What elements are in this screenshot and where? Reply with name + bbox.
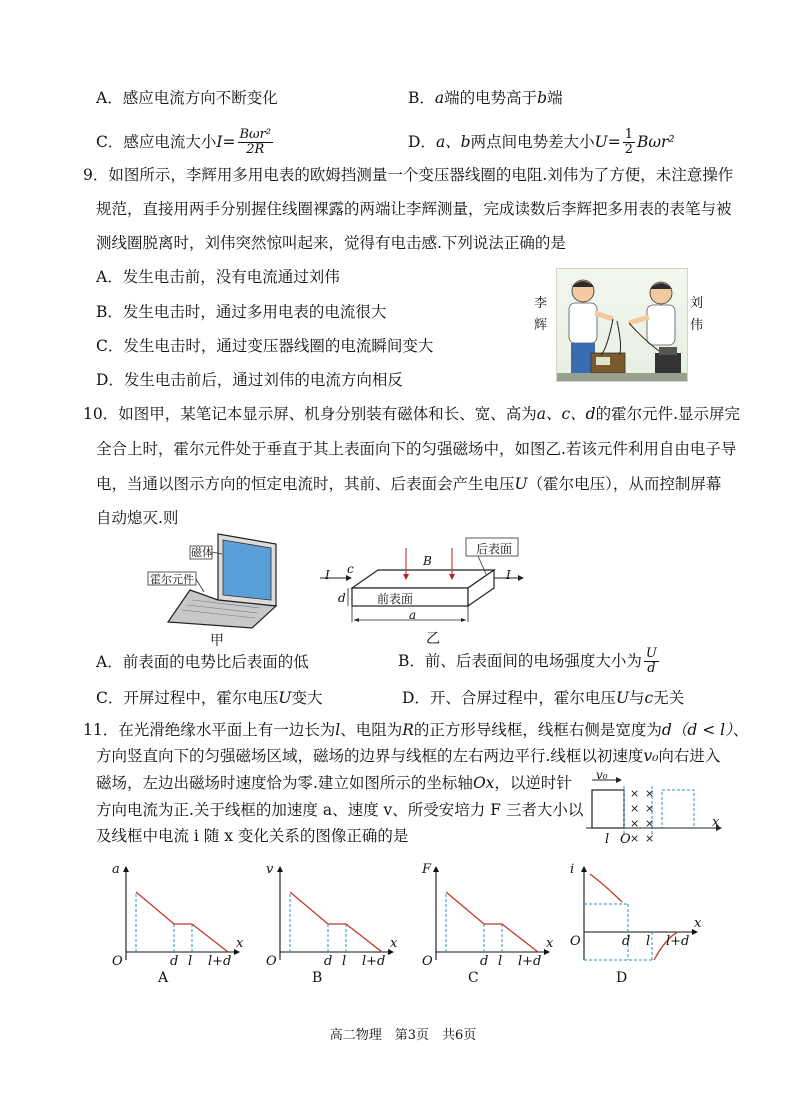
q11-l1-b: 、电阻为 bbox=[340, 721, 403, 739]
q8-c-var-i: I bbox=[216, 133, 223, 151]
q10-d-var-u: U bbox=[615, 689, 630, 707]
q8-d-eq: = bbox=[607, 133, 621, 151]
q11-field-col-2 bbox=[645, 786, 654, 846]
q11-cross: × bbox=[630, 787, 640, 800]
graph-caption: A bbox=[158, 970, 169, 986]
q10-line3-var-u: U bbox=[514, 475, 528, 493]
q9-option-a: A．发生电击前，没有电流通过刘伟 bbox=[96, 268, 340, 286]
q8-b-prefix: B． bbox=[408, 89, 435, 107]
graph-xlabel: x bbox=[236, 936, 244, 951]
q10-b-fraction bbox=[644, 647, 659, 676]
graph-tick-l-plus-d: l+d bbox=[666, 934, 690, 949]
q8-c-eq: = bbox=[222, 133, 236, 151]
q10-d-text: D．开、合屏过程中，霍尔电压 bbox=[402, 689, 616, 707]
q10-c-text: C．开屏过程中，霍尔电压 bbox=[96, 689, 279, 707]
q8-d-tail: Bωr² bbox=[636, 133, 675, 151]
graph-d-plot bbox=[566, 864, 716, 964]
q9-stem-line-2: 规范，直接用两手分别握住线圈裸露的两端让李辉测量，完成读数后李辉把多用表的表笔与被 bbox=[96, 200, 732, 218]
page-footer: 高二物理 第3页 共6页 bbox=[329, 1028, 477, 1043]
q11-l1-c: 的正方形导线框，线框右侧是宽度为 bbox=[413, 721, 662, 739]
graph-curve bbox=[290, 892, 382, 952]
graph-tick-l: l bbox=[188, 954, 193, 969]
graph-ylabel: v bbox=[266, 862, 274, 877]
q10-label-front: 前表面 bbox=[377, 592, 414, 606]
q8-d-prefix: D． bbox=[408, 133, 436, 151]
q9-option-c: C．发生电击时，通过变压器线圈的电流瞬间变大 bbox=[96, 337, 434, 355]
q9-stem-line-1: 9．如图所示，李辉用多用电表的欧姆挡测量一个变压器线圈的电阻.刘伟为了方便，未注意操作 bbox=[83, 166, 734, 184]
graph-caption: D bbox=[616, 970, 628, 986]
q9-label-wei: 伟 bbox=[690, 318, 704, 333]
q10-line1-text: 10．如图甲，某笔记本显示屏、机身分别装有磁体和长、宽、高为 bbox=[83, 405, 537, 423]
q11-cross: × bbox=[645, 832, 655, 845]
graph-d bbox=[566, 864, 716, 992]
q8-b-end: 端 bbox=[547, 89, 563, 107]
q10-label-b: B bbox=[423, 554, 432, 568]
q10-stem-line-4: 自动熄灭.则 bbox=[96, 509, 179, 527]
graph-caption: B bbox=[312, 970, 323, 986]
graph-xlabel: x bbox=[390, 936, 398, 951]
q8-d-var-u: U bbox=[594, 133, 608, 151]
q10-magnet-label: 磁体 bbox=[191, 546, 213, 559]
q10-line1-vars: a、c、d bbox=[536, 405, 596, 423]
q11-cross: × bbox=[630, 817, 640, 830]
q8-d-den: 2 bbox=[624, 141, 633, 157]
q8-c-den: 2R bbox=[246, 141, 265, 157]
q10-option-c bbox=[96, 688, 322, 708]
q10-label-d: d bbox=[338, 591, 346, 605]
q11-stem-line-5: 及线框中电流 i 随 x 变化关系的图像正确的是 bbox=[96, 827, 409, 845]
q11-cross: × bbox=[645, 802, 655, 815]
q9-label-li: 李 bbox=[534, 296, 548, 311]
graph-origin: O bbox=[112, 954, 123, 969]
q10-stem-line-1 bbox=[83, 404, 740, 424]
graph-c bbox=[418, 864, 568, 992]
q11-stem-line-1 bbox=[83, 720, 748, 740]
y-axis-arrow bbox=[123, 866, 129, 872]
graph-curve bbox=[446, 892, 538, 952]
graph-ylabel: i bbox=[570, 862, 575, 877]
q8-b-var-a: a bbox=[434, 89, 445, 107]
q11-l3-end: ，以逆时针 bbox=[494, 774, 572, 792]
q11-cross: × bbox=[630, 802, 640, 815]
q9-label-liu: 刘 bbox=[690, 296, 704, 311]
q8-option-b bbox=[408, 88, 563, 108]
q8-d-num: 1 bbox=[624, 126, 633, 142]
q8-c-prefix: C．感应电流大小 bbox=[96, 133, 217, 151]
q9-option-d: D．发生电击前后，通过刘伟的电流方向相反 bbox=[96, 371, 403, 389]
graph-curve bbox=[136, 892, 228, 952]
q11-l1-cond: （d < l） bbox=[671, 721, 733, 739]
q10-label-back: 后表面 bbox=[476, 542, 513, 556]
q8-option-a: A．感应电流方向不断变化 bbox=[96, 89, 278, 107]
graph-curve-positive bbox=[590, 874, 622, 902]
q10-caption-jia: 甲 bbox=[210, 633, 224, 649]
q8-option-d bbox=[408, 124, 675, 160]
q8-d-mid: 两点间电势差大小 bbox=[470, 133, 595, 151]
graph-tick-d: d bbox=[170, 954, 179, 969]
graph-tick-l-plus-d: l+d bbox=[362, 954, 386, 969]
q8-c-fraction bbox=[238, 128, 274, 157]
q8-d-vars: a、b bbox=[435, 133, 471, 151]
q11-l2-var-v0: v₀ bbox=[643, 747, 659, 765]
graph-tick-d: d bbox=[480, 954, 489, 969]
q8-c-num: Bωr² bbox=[239, 126, 272, 142]
q11-l1-var-d: d bbox=[661, 721, 672, 739]
q10-option-b bbox=[398, 642, 661, 680]
q10-label-a: a bbox=[409, 608, 417, 622]
q11-stem-line-2 bbox=[96, 746, 720, 766]
q9-label-hui: 辉 bbox=[534, 318, 548, 333]
q11-l1-a: 11．在光滑绝缘水平面上有一边长为 bbox=[83, 721, 336, 739]
y-axis-arrow bbox=[433, 866, 439, 872]
graph-ylabel: a bbox=[112, 862, 120, 877]
q9-illustration-drawing bbox=[557, 269, 687, 381]
graph-tick-l: l bbox=[342, 954, 347, 969]
q11-fig-l: l bbox=[605, 832, 610, 847]
q8-b-var-b: b bbox=[537, 89, 548, 107]
q8-d-fraction bbox=[623, 128, 635, 157]
graph-origin: O bbox=[570, 934, 581, 949]
graph-ylabel: F bbox=[422, 862, 432, 877]
q10-stem-line-2: 全合上时，霍尔元件处于垂直于其上表面向下的匀强磁场中，如图乙.若该元件利用自由电子导 bbox=[96, 440, 737, 458]
q10-option-d bbox=[402, 688, 684, 708]
q10-option-a: A．前表面的电势比后表面的低 bbox=[96, 653, 309, 671]
q10-c-var-u: U bbox=[278, 689, 292, 707]
q11-cross: × bbox=[645, 787, 655, 800]
q10-b-num: U bbox=[645, 645, 657, 661]
y-axis-arrow bbox=[277, 866, 283, 872]
q10-c-end: 变大 bbox=[291, 689, 323, 707]
q10-label-i-right: I bbox=[506, 568, 511, 582]
q10-label-i-left: I bbox=[325, 568, 330, 582]
graph-tick-d: d bbox=[324, 954, 333, 969]
q11-fig-o: O bbox=[620, 832, 631, 847]
q8-option-c bbox=[96, 124, 275, 160]
graph-tick-l-plus-d: l+d bbox=[208, 954, 232, 969]
q11-l1-var-l: l bbox=[335, 721, 341, 739]
q9-option-b: B．发生电击时，通过多用电表的电流很大 bbox=[96, 303, 387, 321]
graph-xlabel: x bbox=[546, 936, 554, 951]
q11-l3-var-ox: Ox bbox=[472, 774, 495, 792]
q11-l1-end: 、 bbox=[732, 721, 749, 739]
graph-tick-l: l bbox=[646, 934, 651, 949]
q10-d-end: 无关 bbox=[653, 689, 685, 707]
q11-stem-line-4: 方向电流为正.关于线框的加速度 a、速度 v、所受安培力 F 三者大小以 bbox=[96, 801, 584, 819]
q9-stem-line-3: 测线圈脱离时，刘伟突然惊叫起来，觉得有电击感.下列说法正确的是 bbox=[96, 234, 566, 252]
q10-line3-text: 电，当通以图示方向的恒定电流时，其前、后表面会产生电压 bbox=[96, 475, 515, 493]
q10-line1-end: 的霍尔元件.显示屏完 bbox=[595, 405, 741, 423]
q11-l1-var-r: R bbox=[402, 721, 414, 739]
q10-label-c: c bbox=[347, 562, 354, 576]
graph-b bbox=[262, 864, 412, 992]
q11-l2-a: 方向竖直向下的匀强磁场区域，磁场的边界与线框的左右两边平行.线框以初速度 bbox=[96, 747, 644, 765]
q8-b-mid: 端的电势高于 bbox=[444, 89, 538, 107]
q10-hall-label: 霍尔元件 bbox=[150, 573, 194, 586]
graph-tick-d: d bbox=[622, 934, 631, 949]
q11-stem-line-3 bbox=[96, 773, 572, 793]
q11-fig-x: x bbox=[712, 815, 720, 830]
graph-tick-l: l bbox=[498, 954, 503, 969]
graph-tick-l-plus-d: l+d bbox=[518, 954, 542, 969]
q11-cross: × bbox=[645, 817, 655, 830]
q10-b-text: B．前、后表面间的电场强度大小为 bbox=[398, 652, 642, 670]
q9-illustration bbox=[556, 268, 688, 382]
graph-origin: O bbox=[266, 954, 277, 969]
graph-caption: C bbox=[468, 970, 479, 986]
q11-fig-v0: v₀ bbox=[596, 768, 608, 782]
q10-d-mid: 与 bbox=[629, 689, 645, 707]
q10-b-den: d bbox=[647, 660, 656, 676]
q11-l3-a: 磁场，左边出磁场时速度恰为零.建立如图所示的坐标轴 bbox=[96, 774, 473, 792]
q10-d-var-c: c bbox=[644, 689, 654, 707]
q10-caption-yi: 乙 bbox=[426, 631, 440, 647]
graph-xlabel: x bbox=[694, 916, 702, 931]
q11-l2-end: 向右进入 bbox=[658, 747, 721, 765]
q11-cross: × bbox=[630, 832, 640, 845]
q11-field-col-1 bbox=[630, 786, 639, 846]
q10-stem-line-3 bbox=[96, 474, 721, 494]
graph-origin: O bbox=[422, 954, 433, 969]
graph-a bbox=[108, 864, 258, 992]
q10-line3-end: （霍尔电压），从而控制屏幕 bbox=[527, 475, 722, 493]
y-axis-arrow bbox=[581, 866, 587, 872]
